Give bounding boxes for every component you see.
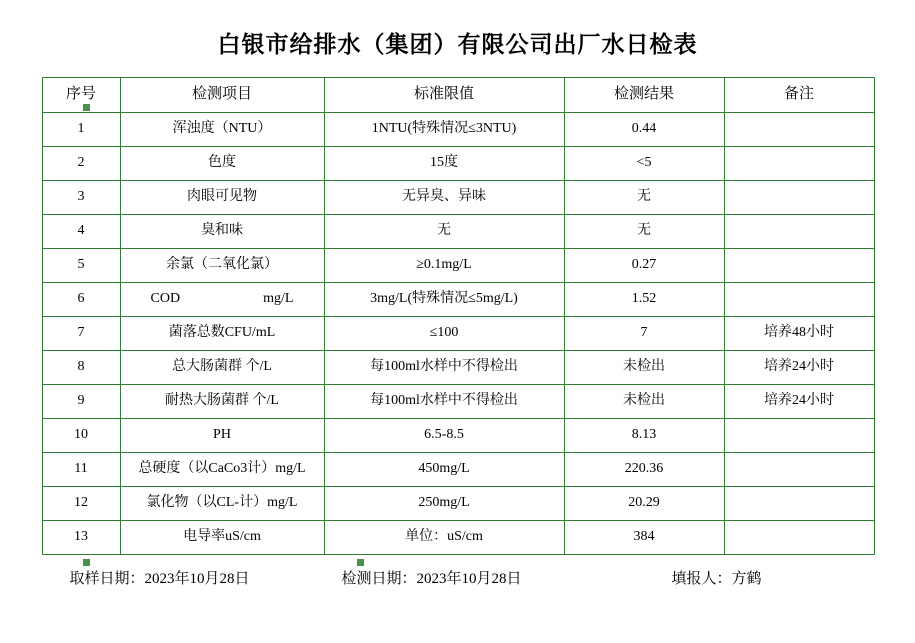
cell-item: 余氯（二氧化氯） xyxy=(120,249,324,283)
cell-limit: 15度 xyxy=(324,147,564,181)
column-header-result: 检测结果 xyxy=(564,78,724,113)
cell-no: 1 xyxy=(42,113,120,147)
cell-note xyxy=(724,249,874,283)
sample-date: 取样日期：2023年10月28日 xyxy=(69,571,250,587)
cell-item: 总大肠菌群 个/L xyxy=(120,351,324,385)
cell-limit: 250mg/L xyxy=(324,487,564,521)
table-row xyxy=(42,419,874,453)
cell-item: PH xyxy=(120,419,324,453)
cell-note: 培养24小时 xyxy=(724,351,874,385)
cell-note: 培养24小时 xyxy=(724,385,874,419)
table-row xyxy=(42,249,874,283)
cell-result: 未检出 xyxy=(564,351,724,385)
report-table-container xyxy=(42,77,874,555)
table-row xyxy=(42,283,874,317)
column-header-limit: 标准限值 xyxy=(324,78,564,113)
cell-note xyxy=(724,283,874,317)
cell-result: 20.29 xyxy=(564,487,724,521)
column-header-item: 检测项目 xyxy=(120,78,324,113)
table-row xyxy=(42,385,874,419)
cell-item: 臭和味 xyxy=(120,215,324,249)
cell-limit: 无异臭、异味 xyxy=(324,181,564,215)
cell-no: 7 xyxy=(42,317,120,351)
cell-no: 2 xyxy=(42,147,120,181)
table-corner-handle-top-left xyxy=(83,104,90,111)
cell-item: 菌落总数CFU/mL xyxy=(120,317,324,351)
test-date: 检测日期：2023年10月28日 xyxy=(341,571,522,587)
table-row xyxy=(42,487,874,521)
cell-note xyxy=(724,521,874,555)
table-row xyxy=(42,521,874,555)
cell-note: 培养48小时 xyxy=(724,317,874,351)
footer xyxy=(42,555,874,588)
table-row xyxy=(42,181,874,215)
cell-no: 3 xyxy=(42,181,120,215)
cell-result: 220.36 xyxy=(564,453,724,487)
cell-result: 384 xyxy=(564,521,724,555)
cell-limit: 1NTU(特殊情况≤3NTU) xyxy=(324,113,564,147)
cell-item: 电导率uS/cm xyxy=(120,521,324,555)
cell-no: 10 xyxy=(42,419,120,453)
table-corner-handle-bottom-mid xyxy=(357,559,364,566)
cell-limit: 6.5-8.5 xyxy=(324,419,564,453)
table-row xyxy=(42,215,874,249)
page-title: 白银市给排水（集团）有限公司出厂水日检表 xyxy=(217,32,698,57)
cell-result: 无 xyxy=(564,215,724,249)
table-row xyxy=(42,147,874,181)
cell-limit: 单位：uS/cm xyxy=(324,521,564,555)
cell-result: 0.44 xyxy=(564,113,724,147)
cell-note xyxy=(724,215,874,249)
cell-no: 4 xyxy=(42,215,120,249)
table-body xyxy=(42,113,874,555)
cell-item: 总硬度（以CaCo3计）mg/L xyxy=(120,453,324,487)
cell-result: 无 xyxy=(564,181,724,215)
cell-no: 6 xyxy=(42,283,120,317)
cell-item: 浑浊度（NTU） xyxy=(120,113,324,147)
cell-result: 0.27 xyxy=(564,249,724,283)
column-header-note: 备注 xyxy=(724,78,874,113)
cell-note xyxy=(724,419,874,453)
table-row xyxy=(42,351,874,385)
cell-item-unit: mg/L xyxy=(263,291,294,307)
cell-no: 8 xyxy=(42,351,120,385)
table-header xyxy=(42,78,874,113)
cell-item-name: COD xyxy=(150,291,181,307)
document-page xyxy=(0,26,915,643)
cell-limit: 每100ml水样中不得检出 xyxy=(324,351,564,385)
cell-note xyxy=(724,181,874,215)
column-header-no: 序号 xyxy=(42,78,120,113)
cell-item: 耐热大肠菌群 个/L xyxy=(120,385,324,419)
table-row xyxy=(42,453,874,487)
cell-no: 11 xyxy=(42,453,120,487)
reporter: 填报人：方鹤 xyxy=(671,571,762,587)
table-corner-handle-bottom-left xyxy=(83,559,90,566)
cell-limit: 3mg/L(特殊情况≤5mg/L) xyxy=(324,283,564,317)
water-quality-table xyxy=(42,77,875,555)
cell-no: 12 xyxy=(42,487,120,521)
cell-note xyxy=(724,453,874,487)
cell-no: 5 xyxy=(42,249,120,283)
cell-item: 肉眼可见物 xyxy=(120,181,324,215)
cell-note xyxy=(724,113,874,147)
cell-item: 色度 xyxy=(120,147,324,181)
table-row xyxy=(42,317,874,351)
cell-result: 未检出 xyxy=(564,385,724,419)
cell-note xyxy=(724,487,874,521)
table-header-row xyxy=(42,78,874,113)
cell-item xyxy=(120,283,324,317)
cell-limit: ≤100 xyxy=(324,317,564,351)
cell-result: <5 xyxy=(564,147,724,181)
cell-note xyxy=(724,147,874,181)
cell-result: 7 xyxy=(564,317,724,351)
cell-item: 氯化物（以CL-计）mg/L xyxy=(120,487,324,521)
cell-limit: 450mg/L xyxy=(324,453,564,487)
cell-result: 1.52 xyxy=(564,283,724,317)
cell-limit: 每100ml水样中不得检出 xyxy=(324,385,564,419)
cell-limit: ≥0.1mg/L xyxy=(324,249,564,283)
cell-no: 9 xyxy=(42,385,120,419)
cell-limit: 无 xyxy=(324,215,564,249)
cell-result: 8.13 xyxy=(564,419,724,453)
cell-no: 13 xyxy=(42,521,120,555)
table-row xyxy=(42,113,874,147)
